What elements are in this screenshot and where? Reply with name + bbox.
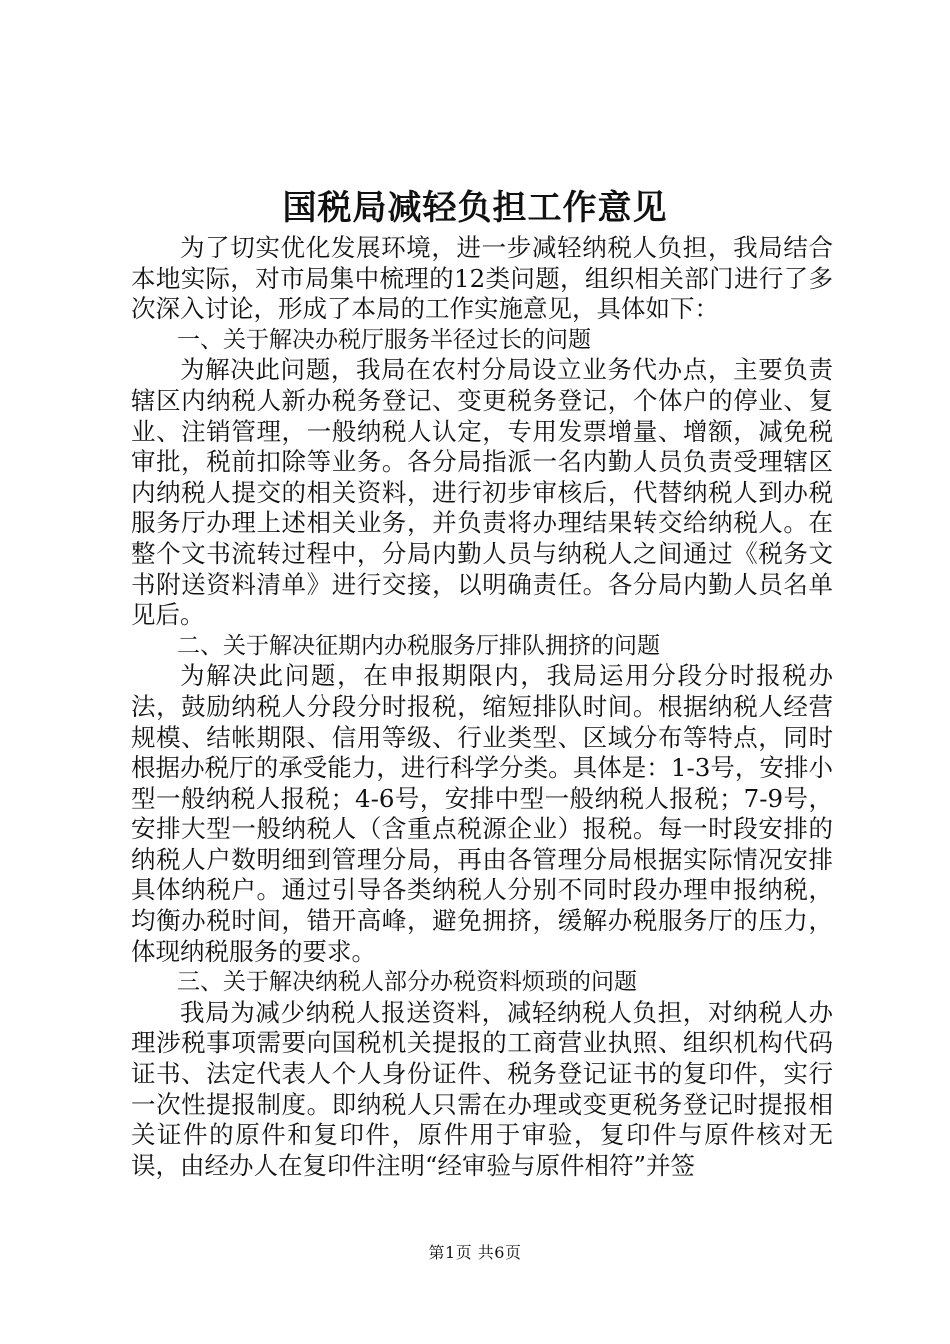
- section-heading-2: 二、关于解决征期内办税服务厅排队拥挤的问题: [177, 632, 660, 659]
- section-paragraph-3: 我局为减少纳税人报送资料，减轻纳税人负担，对纳税人办理涉税事项需要向国税机关提报的工商营业执照、组织机构代码证书、法定代表人个人身份证件、税务登记证书的复印件，实行一次性提报制度。即纳税人只需在办理或变更税务登记时提报相关证件的原件和复印件，原件用于审验，复印件与原件核对无误，由经办人在复印件注明“经审验与原件相符”并签: [131, 997, 833, 1180]
- section-paragraph-1: 为解决此问题，我局在农村分局设立业务代办点，主要负责辖区内纳税人新办税务登记、变更税务登记，个体户的停业、复业、注销管理，一般纳税人认定，专用发票增量、增额，减免税审批，税前扣除等业务。各分局指派一名内勤人员负责受理辖区内纳税人提交的相关资料，进行初步审核后，代替纳税人到办税服务厅办理上述相关业务，并负责将办理结果转交给纳税人。在整个文书流转过程中，分局内勤人员与纳税人之间通过《税务文书附送资料清单》进行交接，以明确责任。各分局内勤人员名单见后。: [131, 355, 833, 630]
- section-heading-1: 一、关于解决办税厅服务半径过长的问题: [177, 326, 591, 353]
- document-title: 国税局减轻负担工作意见: [282, 188, 668, 228]
- intro-paragraph: 为了切实优化发展环境，进一步减轻纳税人负担，我局结合本地实际，对市局集中梳理的12类问题，组织相关部门进行了多次深入讨论，形成了本局的工作实施意见，具体如下：: [131, 233, 833, 324]
- document-body: [131, 233, 833, 1181]
- section-heading-3: 三、关于解决纳税人部分办税资料烦琐的问题: [177, 969, 637, 996]
- page-number-footer: 第1页 共6页: [428, 1243, 522, 1262]
- section-paragraph-2: 为解决此问题，在申报期限内，我局运用分段分时报税办法，鼓励纳税人分段分时报税，缩短排队时间。根据纳税人经营规模、结帐期限、信用等级、行业类型、区域分布等特点，同时根据办税厅的承受能力，进行科学分类。具体是：1-3号，安排小型一般纳税人报税；4-6号，安排中型一般纳税人报税；7-9号，安排大型一般纳税人（含重点税源企业）报税。每一时段安排的纳税人户数明细到管理分局，再由各管理分局根据实际情况安排具体纳税户。通过引导各类纳税人分别不同时段办理申报纳税，均衡办税时间，错开高峰，避免拥挤，缓解办税服务厅的压力，体现纳税服务的要求。: [131, 661, 833, 966]
